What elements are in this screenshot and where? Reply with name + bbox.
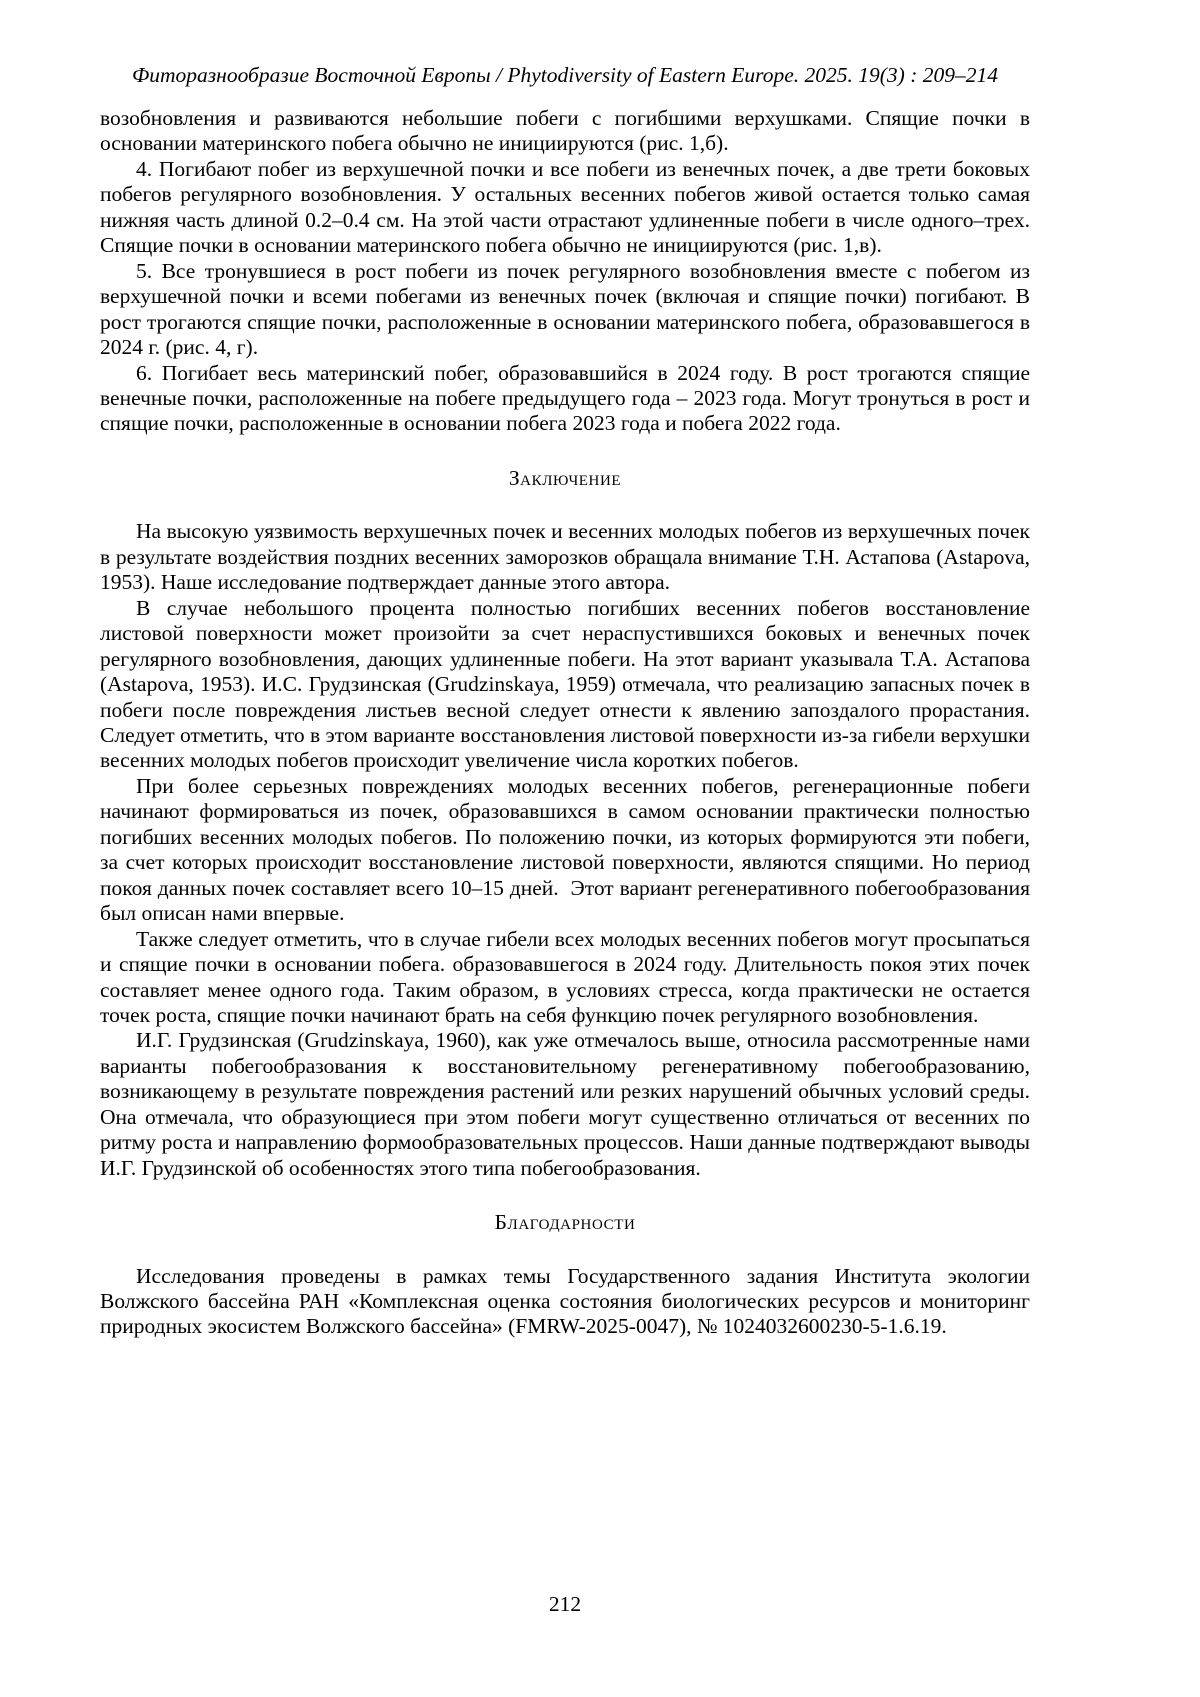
paragraph: На высокую уязвимость верхушечных почек и весенних молодых побегов из верхушечных почек в результате воздействия поздних весенних заморозков обращала внимание Т.Н. Астапова (Astapova, 1953). Наше исследование подтверждает данные этого автора.	[100, 519, 1030, 595]
article-body	[100, 106, 1030, 1340]
paragraph: Исследования проведены в рамках темы Государственного задания Института экологии Волжского бассейна РАН «Комплексная оценка состояния биологических ресурсов и мониторинг природных экосистем Волжского бассейна» (FMRW-2025-0047), № 1024032600230-5-1.6.19.	[100, 1263, 1030, 1339]
paragraph: 5. Все тронувшиеся в рост побеги из почек регулярного возобновления вместе с побегом из верхушечной почки и всеми побегами из венечных почек (включая и спящие почки) погибают. В рост трогаются спящие почки, расположенные в основании материнского побега, образовавшегося в 2024 г. (рис. 4, г).	[100, 258, 1030, 360]
paragraph: В случае небольшого процента полностью погибших весенних побегов восстановление листовой поверхности может произойти за счет нераспустившихся боковых и венечных почек регулярного возобновления, дающих удлиненные побеги. На этот вариант указывала Т.А. Астапова (Astapova, 1953). И.С. Грудзинская (Grudzinskaya, 1959) отмечала, что реализацию запасных почек в побеги после повреждения листьев весной следует отнести к явлению запоздалого прорастания. Следует отметить, что в этом варианте восстановления листовой поверхности из-за гибели верхушки весенних молодых побегов происходит увеличение числа коротких побегов.	[100, 595, 1030, 773]
paragraph: возобновления и развиваются небольшие побеги с погибшими верхушками. Спящие почки в основании материнского побега обычно не инициируются (рис. 1,б).	[100, 106, 1030, 156]
journal-running-head: Фиторазнообразие Восточной Европы / Phytodiversity of Eastern Europe. 2025. 19(3) : 209–214	[131, 63, 999, 87]
section-heading-conclusion: Заключение	[508, 465, 622, 490]
paragraph: 6. Погибает весь материнский побег, образовавшийся в 2024 году. В рост трогаются спящие венечные почки, расположенные на побеге предыдущего года – 2023 года. Могут тронуться в рост и спящие почки, расположенные в основании побега 2023 года и побега 2022 года.	[100, 360, 1030, 436]
section-heading-acknowledgments: Благодарности	[494, 1210, 636, 1235]
page-number: 212	[548, 1592, 582, 1616]
paragraph: При более серьезных повреждениях молодых весенних побегов, регенерационные побеги начинают формироваться из почек, образовавшихся в самом основании практически полностью погибших весенних молодых побегов. По положению почки, из которых формируются эти побеги, за счет которых происходит восстановление листовой поверхности, являются спящими. Но период покоя данных почек составляет всего 10–15 дней. Этот вариант регенеративного побегообразования был описан нами впервые.	[100, 773, 1030, 926]
paragraph: И.Г. Грудзинская (Grudzinskaya, 1960), как уже отмечалось выше, относила рассмотренные нами варианты побегообразования к восстановительному регенеративному побегообразованию, возникающему в результате повреждения растений или резких нарушений обычных условий среды. Она отмечала, что образующиеся при этом побеги могут существенно отличаться от весенних по ритму роста и направлению формообразовательных процессов. Наши данные подтверждают выводы И.Г. Грудзинской об особенностях этого типа побегообразования.	[100, 1028, 1030, 1180]
paragraph: 4. Погибают побег из верхушечной почки и все побеги из венечных почек, а две трети боковых побегов регулярного возобновления. У остальных весенних побегов живой остается только самая нижняя часть длиной 0.2–0.4 см. На этой части отрастают удлиненные побеги в числе одного–трех. Спящие почки в основании материнского побега обычно не инициируются (рис. 1,в).	[100, 156, 1030, 258]
paragraph: Также следует отметить, что в случае гибели всех молодых весенних побегов могут просыпаться и спящие почки в основании побега. образовавшегося в 2024 году. Длительность покоя этих почек составляет менее одного года. Таким образом, в условиях стресса, когда практически не остается точек роста, спящие почки начинают брать на себя функцию почек регулярного возобновления.	[100, 926, 1030, 1027]
